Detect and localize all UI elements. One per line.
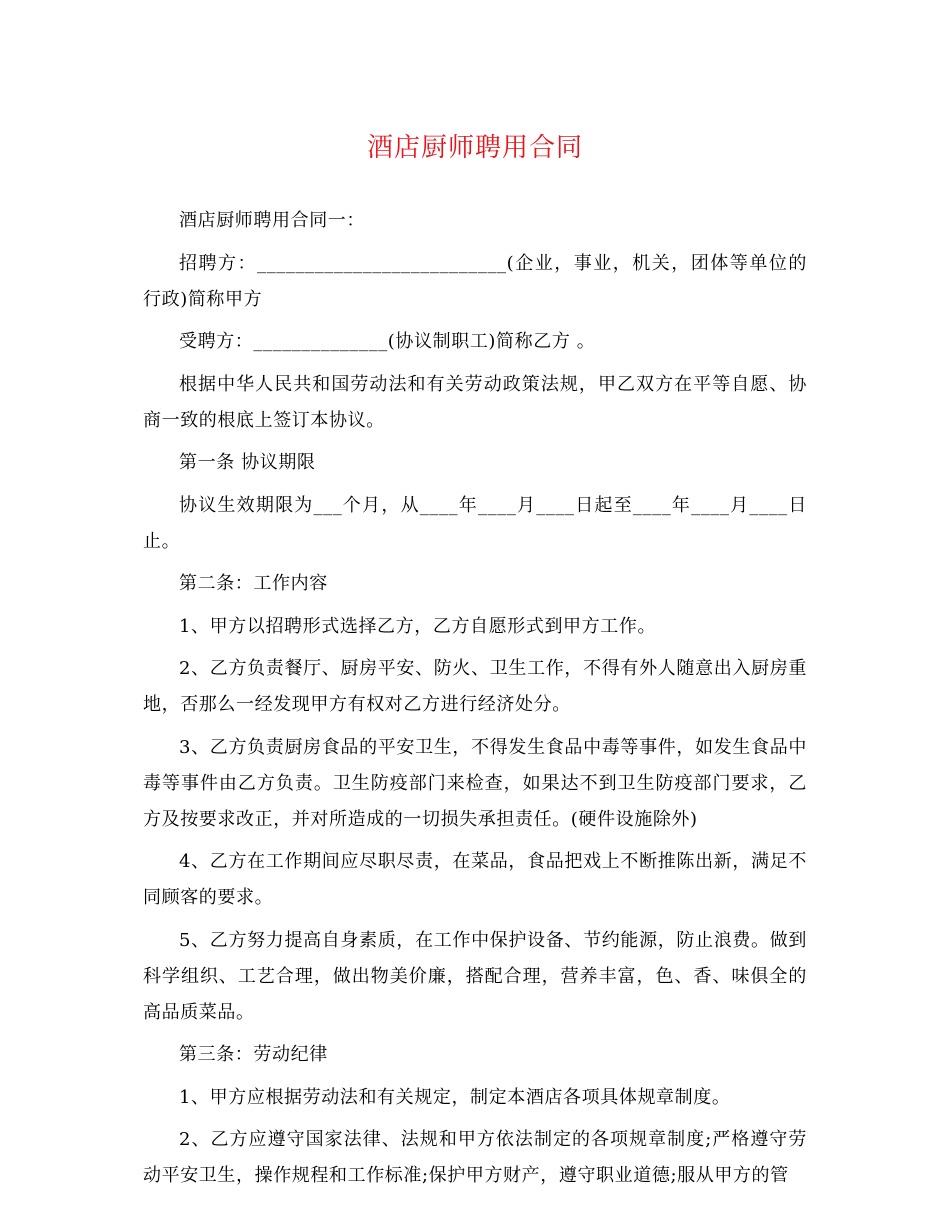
document-body <box>143 203 807 1201</box>
clause-work-3: 3、乙方负责厨房食品的平安卫生，不得发生食品中毒等事件，如发生食品中毒等事件由乙方负责。卫生防疫部门来检查，如果达不到卫生防疫部门要求，乙方及按要求改正，并对所造成的一切损失承担责任。(硬件设施除外) <box>143 736 807 830</box>
paragraph-term: 协议生效期限为___个月，从____年____月____日起至____年____月____日止。 <box>143 494 807 552</box>
clause-work-4: 4、乙方在工作期间应尽职尽责，在菜品，食品把戏上不断推陈出新，满足不同顾客的要求。 <box>143 851 807 908</box>
paragraph-employee: 受聘方：______________(协议制职工)简称乙方 。 <box>179 331 596 352</box>
paragraph-preamble: 根据中华人民共和国劳动法和有关劳动政策法规，甲乙双方在平等自愿、协商一致的根底上签订本协议。 <box>143 373 807 431</box>
clause-work-2: 2、乙方负责餐厅、厨房平安、防火、卫生工作，不得有外人随意出入厨房重地，否那么一经发现甲方有权对乙方进行经济处分。 <box>143 658 807 715</box>
clause-work-5: 5、乙方努力提高自身素质，在工作中保护设备、节约能源，防止浪费。做到科学组织、工艺合理，做出物美价廉，搭配合理，营养丰富，色、香、味俱全的高品质菜品。 <box>143 929 807 1023</box>
section-heading-work-content: 第二条：工作内容 <box>179 573 328 594</box>
paragraph-employer: 招聘方：__________________________(企业，事业，机关，团体等单位的行政)简称甲方 <box>143 252 807 310</box>
section-heading-term: 第一条 协议期限 <box>179 452 316 473</box>
paragraph-contract-subtitle: 酒店厨师聘用合同一： <box>179 210 365 231</box>
clause-work-1: 1、甲方以招聘形式选择乙方，乙方自愿形式到甲方工作。 <box>179 615 657 637</box>
section-heading-discipline: 第三条：劳动纪律 <box>179 1044 328 1065</box>
clause-discipline-2: 2、乙方应遵守国家法律、法规和甲方依法制定的各项规章制度;严格遵守劳动平安卫生，操作规程和工作标准;保护甲方财产，遵守职业道德;服从甲方的管 <box>143 1129 807 1186</box>
document-title: 酒店厨师聘用合同 <box>366 133 583 163</box>
clause-discipline-1: 1、甲方应根据劳动法和有关规定，制定本酒店各项具体规章制度。 <box>179 1086 731 1108</box>
